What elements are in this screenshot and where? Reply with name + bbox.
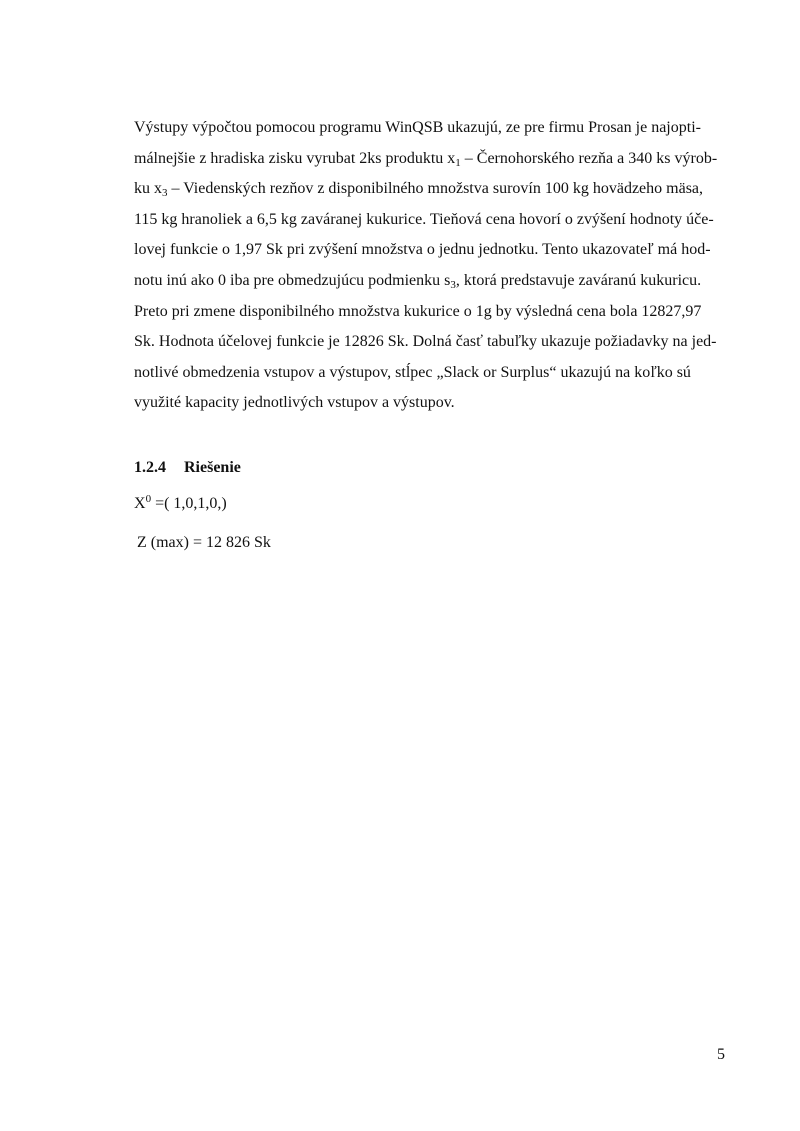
page-number: 5: [717, 1046, 725, 1063]
paragraph-line: Preto pri zmene disponibilného množstva kukurice o 1g by výsledná cena bola 12827,97: [134, 302, 702, 320]
subscript: 1: [455, 156, 461, 169]
paragraph-line: 115 kg hranoliek a 6,5 kg zaváranej kukurice. Tieňová cena hovorí o zvýšení hodnoty úče-: [134, 210, 714, 228]
body-paragraph: [134, 113, 718, 419]
paragraph-line: využité kapacity jednotlivých vstupov a výstupov.: [134, 394, 455, 412]
superscript: 0: [145, 493, 152, 505]
paragraph-line: lovej funkcie o 1,97 Sk pri zvýšení množstva o jednu jednotku. Tento ukazovateľ má hod-: [134, 241, 711, 259]
section-number: 1.2.4: [134, 459, 166, 476]
paragraph-line: málnejšie z hradiska zisku vyrubat 2ks produktu $x_1$ – Černohorského rezňa a 340 ks výrob-: [134, 149, 718, 169]
solution-vector: $X^0$ =( 1,0,1,0,): [134, 493, 227, 512]
section-title: Riešenie: [184, 459, 241, 476]
subscript: 3: [162, 187, 168, 200]
objective-value: Z (max) = 12 826 Sk: [137, 534, 271, 551]
subscript: 3: [450, 278, 456, 291]
paragraph-line: notlivé obmedzenia vstupov a výstupov, stĺpec „Slack or Surplus“ ukazujú na koľko sú: [134, 363, 691, 381]
section-heading: [134, 459, 241, 477]
paragraph-line: ku $x_3$ – Viedenských rezňov z disponibilného množstva surovín 100 kg hovädzeho mäsa,: [134, 180, 704, 200]
paragraph-line: notu inú ako 0 iba pre obmedzujúcu podmienku $s_3$, ktorá predstavuje zaváranú kukuricu.: [134, 271, 702, 291]
paragraph-line: Výstupy výpočtou pomocou programu WinQSB ukazujú, ze pre firmu Prosan je najopti-: [134, 119, 701, 136]
paragraph-line: Sk. Hodnota účelovej funkcie je 12826 Sk. Dolná časť tabuľky ukazuje požiadavky na jed-: [134, 333, 717, 351]
